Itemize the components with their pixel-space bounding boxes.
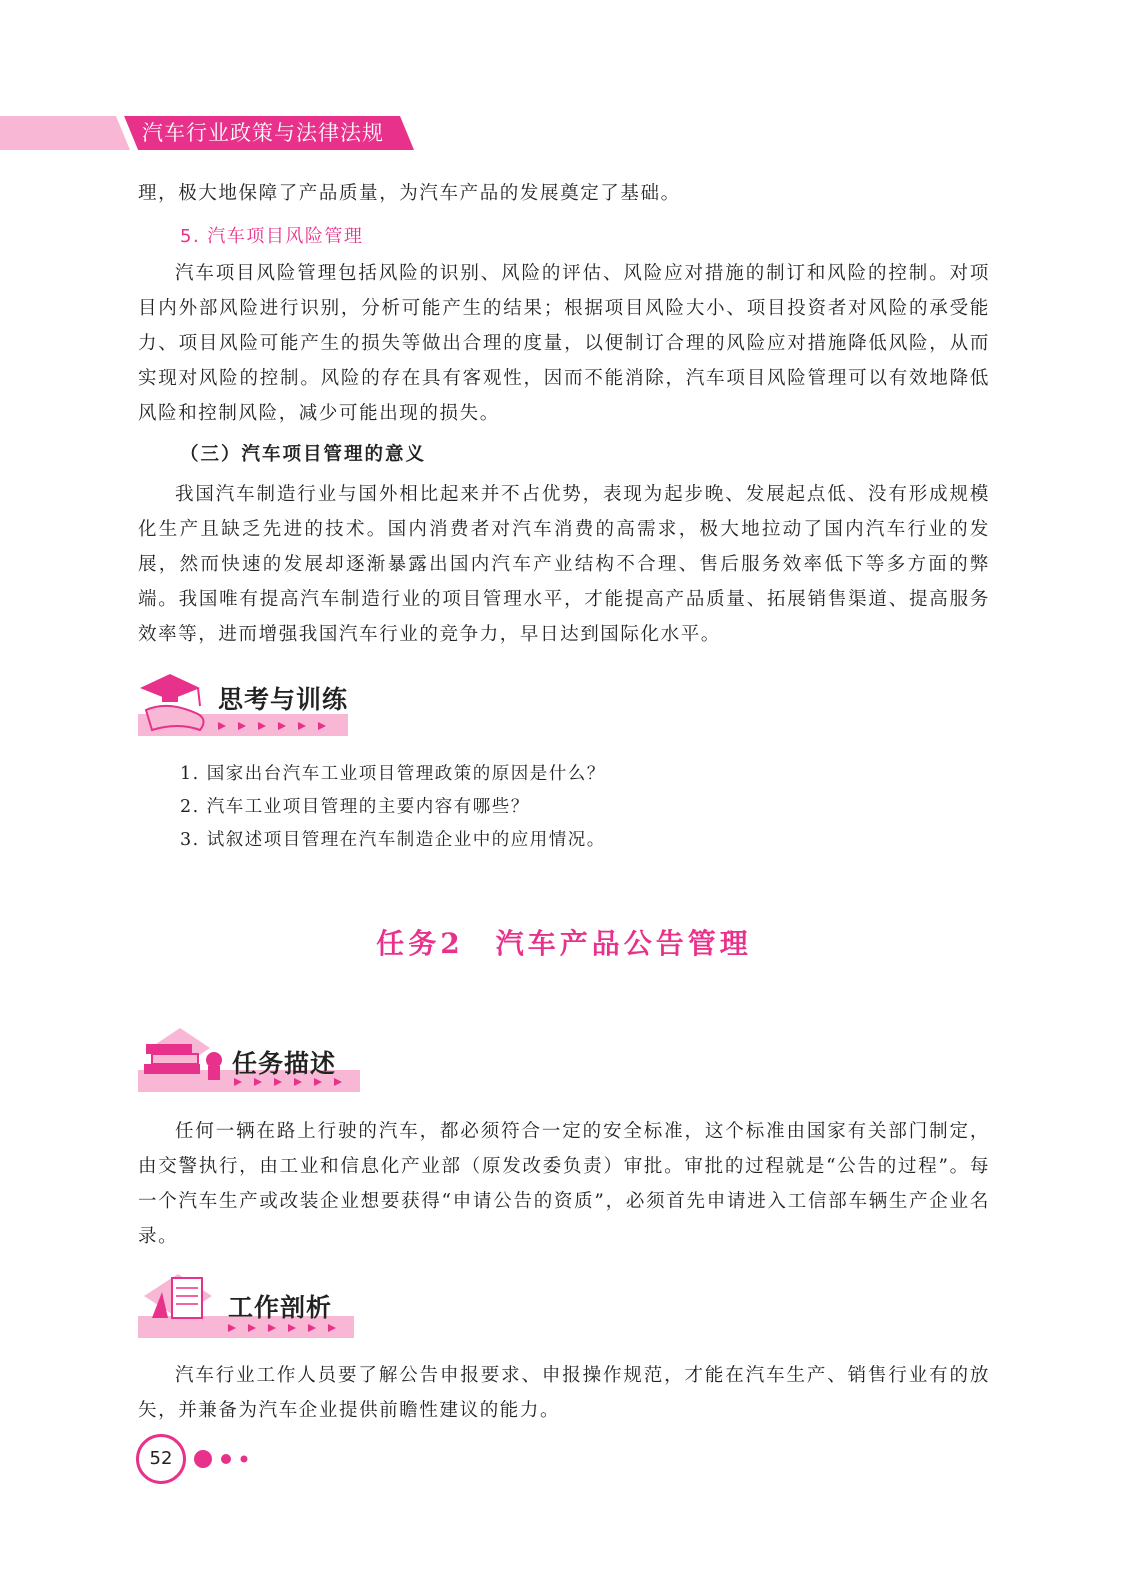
list-item: 2. 汽车工业项目管理的主要内容有哪些？: [180, 797, 530, 817]
task-title: 任务2 汽车产品公告管理: [376, 927, 752, 960]
list-item: 1. 国家出台汽车工业项目管理政策的原因是什么？: [180, 764, 606, 784]
task-desc-label: 任务描述: [232, 1049, 337, 1078]
header-title: 汽车行业政策与法律法规: [142, 121, 384, 145]
think-train-label: 思考与训练: [218, 685, 349, 714]
paragraph-risk-management: 汽车项目风险管理包括风险的识别、风险的评估、风险应对措施的制订和风险的控制。对项目内外部风险进行识别，分析可能产生的结果；根据项目风险大小、项目投资者对风险的承受能力、项目风险可能产生的损失等做出合理的度量，以便制订合理的风险应对措施降低风险，从而实现对风险的控制。风险的存在具有客观性，因而不能消除，汽车项目风险管理可以有效地降低风险和控制风险，减少可能出现的损失。: [138, 263, 990, 424]
page-number: 52: [136, 1434, 186, 1484]
paragraph-significance: 我国汽车制造行业与国外相比起来并不占优势，表现为起步晚、发展起点低、没有形成规模化生产且缺乏先进的技术。国内消费者对汽车消费的高需求，极大地拉动了国内汽车行业的发展，然而快速的发展却逐渐暴露出国内汽车产业结构不合理、售后服务效率低下等多方面的弊端。我国唯有提高汽车制造行业的项目管理水平，才能提高产品质量、拓展销售渠道、提高服务效率等，进而增强我国汽车行业的竞争力，早日达到国际化水平。: [138, 484, 990, 645]
list-item: 3. 试叙述项目管理在汽车制造企业中的应用情况。: [180, 830, 606, 850]
section-heading-significance: （三）汽车项目管理的意义: [180, 444, 427, 465]
think-train-badge: [138, 670, 348, 740]
page-footer: [136, 1434, 256, 1488]
task-desc-badge: [138, 1026, 360, 1096]
paragraph-intro: 理，极大地保障了产品质量，为汽车产品的发展奠定了基础。: [138, 183, 681, 204]
work-analysis-text: 汽车行业工作人员要了解公告申报要求、申报操作规范，才能在汽车生产、销售行业有的放矢，并兼备为汽车企业提供前瞻性建议的能力。: [138, 1365, 990, 1421]
work-analysis-label: 工作剖析: [228, 1293, 333, 1322]
task-desc-text: 任何一辆在路上行驶的汽车，都必须符合一定的安全标准，这个标准由国家有关部门制定，由交警执行，由工业和信息化产业部（原发改委负责）审批。审批的过程就是“公告的过程”。每一个汽车生产或改装企业想要获得“申请公告的资质”，必须首先申请进入工信部车辆生产企业名录。: [138, 1121, 990, 1247]
subheading-risk-management: 5. 汽车项目风险管理: [180, 226, 364, 247]
question-list: [180, 758, 606, 857]
dots-decoration-icon: [192, 1446, 256, 1472]
work-analysis-badge: [138, 1272, 354, 1342]
